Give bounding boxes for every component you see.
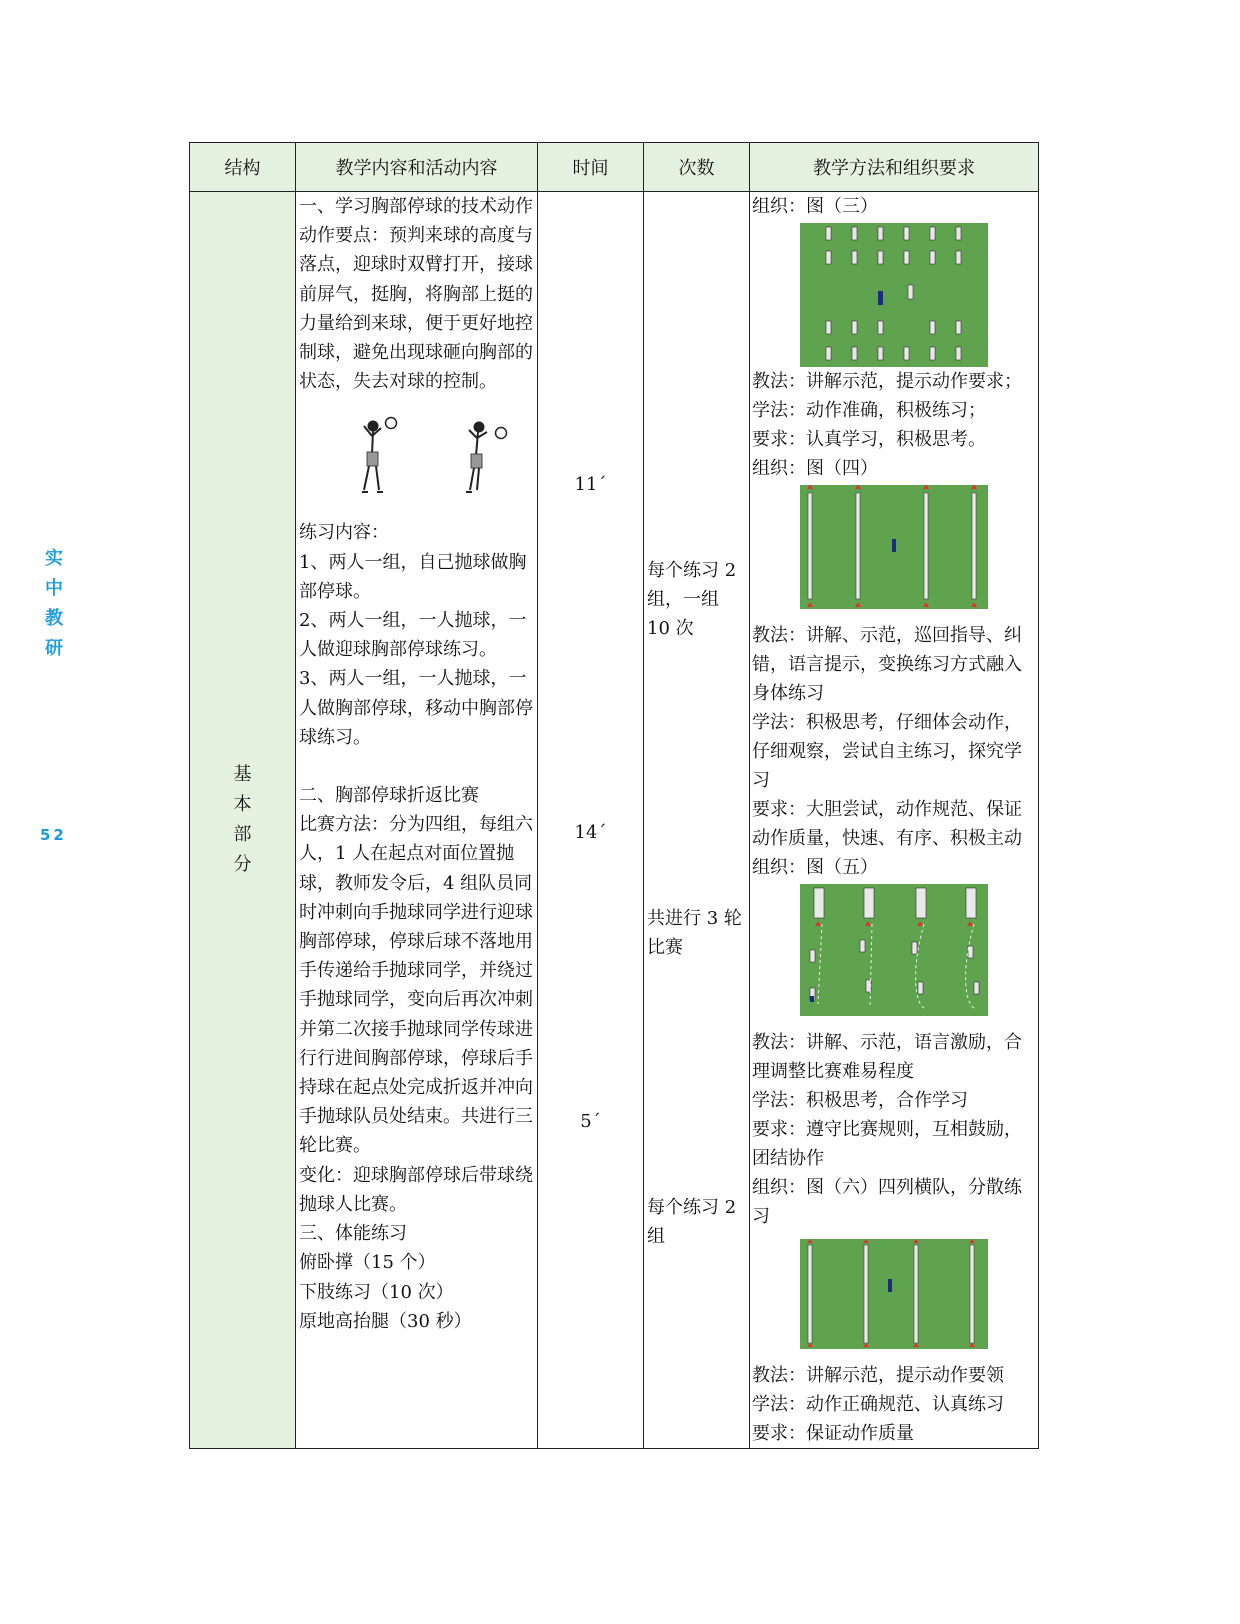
time-cell [538,192,644,1449]
structure-char: 本 [233,794,252,815]
method-text: 教法：讲解示范，提示动作要领 [752,1365,1004,1386]
method-text: 教法：讲解、示范，语言激励，合理调整比赛难易程度 [752,1032,1022,1082]
side-title-char: 中 [45,578,63,599]
method-text: 学法：动作准确，积极练习； [752,400,986,421]
section-heading: 二、胸部停球折返比赛 [299,785,479,807]
method-text: 组织：图（五） [752,857,878,878]
count-cell [644,192,750,1449]
content-text: 俯卧撑（15 个） [299,1252,436,1274]
header-method: 教学方法和组织要求 [750,143,1039,192]
structure-char: 分 [233,854,252,875]
method-text: 要求：认真学习，积极思考。 [752,429,986,450]
header-count: 次数 [644,143,750,192]
section-heading: 三、体能练习 [299,1223,407,1245]
method-text: 学法：动作正确规范、认真练习 [752,1394,1004,1415]
side-title [42,544,66,664]
side-title-char: 教 [45,608,63,629]
structure-char: 部 [233,824,252,845]
count-value: 共进行 3 轮比赛 [647,908,742,958]
content-text: 2、两人一组，一人抛球，一人做迎球胸部停球练习。 [299,610,527,661]
formation-diagram-5 [800,884,988,1016]
method-text: 要求：大胆尝试，动作规范、保证动作质量，快速、有序、积极主动 [752,799,1022,849]
time-value: 5´ [580,1111,601,1132]
count-value: 每个练习 2 组，一组 10 次 [647,560,737,639]
time-value: 11´ [574,474,607,495]
method-text: 组织：图（四） [752,458,878,479]
content-text: 原地高抬腿（30 秒） [299,1310,472,1332]
method-text: 教法：讲解、示范，巡回指导、纠错，语言提示，变换练习方式融入身体练习 [752,625,1022,704]
header-content: 教学内容和活动内容 [296,143,538,192]
side-title-char: 研 [45,638,63,659]
page-number: 52 [40,826,67,844]
structure-char: 基 [233,764,252,785]
content-text: 下肢练习（10 次） [299,1281,454,1303]
formation-diagram-6 [800,1239,988,1349]
lesson-plan-table [189,142,1039,1449]
method-text: 组织：图（三） [752,196,878,217]
side-title-char: 实 [45,548,63,569]
content-text: 变化：迎球胸部停球后带球绕抛球人比赛。 [299,1164,533,1215]
table-row [190,192,1039,1449]
player-figure [466,423,487,493]
ball-icon [385,418,396,429]
method-text: 教法：讲解示范，提示动作要求； [752,371,1022,392]
content-text: 动作要点：预判来球的高度与落点，迎球时双臂打开，接球前屏气，挺胸，将胸部上挺的力量给到来球，便于更好地控制球，避免出现球砸向胸部的状态，失去对球的控制。 [299,225,533,393]
method-text: 要求：保证动作质量 [752,1423,914,1444]
method-text: 组织：图（六）四列横队，分散练习 [752,1177,1022,1227]
structure-cell [190,192,296,1449]
header-time: 时间 [538,143,644,192]
content-text: 3、两人一组，一人抛球，一人做胸部停球，移动中胸部停球练习。 [299,668,533,748]
method-text: 要求：遵守比赛规则，互相鼓励，团结协作 [752,1119,1022,1169]
method-cell [750,192,1039,1449]
formation-diagram-4 [800,485,988,609]
method-text: 学法：积极思考，合作学习 [752,1090,968,1111]
time-value: 14´ [574,822,607,843]
content-text: 比赛方法：分为四组，每组六人，1 人在起点对面位置抛球，教师发令后，4 组队员同时冲刺向手抛球同学进行迎球胸部停球，停球后球不落地用手传递给手抛球同学，并绕过手抛球同学，变向后再次冲刺并第二次接手抛球同学传球进行行进间胸部停球，停球后手持球在起点处完成折返并冲向手抛球队员处结束。共进行三轮比赛。 [299,814,533,1157]
header-structure: 结构 [190,143,296,192]
formation-diagram-3 [800,223,988,367]
chest-trap-illustration [317,410,517,506]
ball-icon [495,428,506,439]
count-value: 每个练习 2 组 [647,1197,737,1247]
content-cell [296,192,538,1449]
header-row [190,143,1039,192]
method-text: 学法：积极思考，仔细体会动作，仔细观察，尝试自主练习，探究学习 [752,712,1022,791]
content-text: 1、两人一组，自己抛球做胸部停球。 [299,551,527,602]
section-heading: 一、学习胸部停球的技术动作 [299,196,533,217]
practice-heading: 练习内容： [299,522,389,544]
player-figure [362,422,383,493]
